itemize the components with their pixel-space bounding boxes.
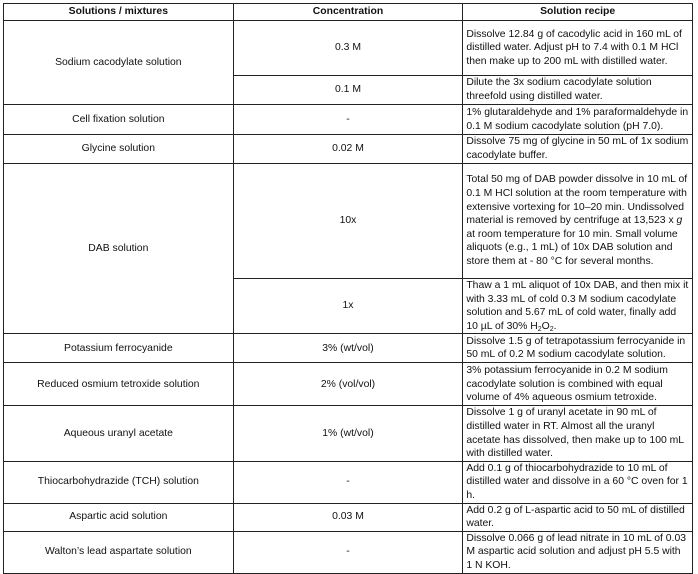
- header-recipe: Solution recipe: [463, 4, 693, 21]
- table-row: [4, 363, 693, 406]
- recipe-text: at room temperature for 10 min. Small volume aliquots (e.g., 1 mL) of 10x DAB solution and store them at - 80 °C for several months.: [466, 228, 678, 267]
- table-row: [4, 503, 693, 531]
- solution-name: Thiocarbohydrazide (TCH) solution: [4, 461, 234, 503]
- table-row: [4, 135, 693, 164]
- table-row: [4, 21, 693, 76]
- concentration-cell: 10x: [233, 164, 463, 279]
- recipe-cell: 3% potassium ferrocyanide in 0.2 M sodium cacodylate solution is combined with equal volume of 4% aqueous osmium tetroxide.: [463, 363, 693, 406]
- recipe-cell: [463, 279, 693, 334]
- recipe-cell: Dissolve 0.066 g of lead nitrate in 10 mL of 0.03 M aspartic acid solution and adjust pH 5.5 with 1 N KOH.: [463, 531, 693, 573]
- table-row: [4, 531, 693, 573]
- recipe-cell: Add 0.2 g of L-aspartic acid to 50 mL of distilled water.: [463, 503, 693, 531]
- concentration-cell: -: [233, 105, 463, 135]
- concentration-cell: 3% (wt/vol): [233, 334, 463, 363]
- subscript: 2: [537, 325, 542, 333]
- recipe-cell: 1% glutaraldehyde and 1% paraformaldehyde in 0.1 M sodium cacodylate solution (pH 7.0).: [463, 105, 693, 135]
- recipe-cell: Add 0.1 g of thiocarbohydrazide to 10 mL of distilled water and dissolve in a 60 °C oven for 1 h.: [463, 461, 693, 503]
- concentration-cell: 0.3 M: [233, 21, 463, 76]
- recipe-cell: [463, 164, 693, 279]
- recipe-cell: Dissolve 12.84 g of cacodylic acid in 160 mL of distilled water. Adjust pH to 7.4 with 0.1 M HCl then make up to 200 mL with distilled water.: [463, 21, 693, 76]
- solution-name: Cell fixation solution: [4, 105, 234, 135]
- header-row: [4, 4, 693, 21]
- recipe-cell: Dilute the 3x sodium cacodylate solution threefold using distilled water.: [463, 76, 693, 105]
- header-concentration: Concentration: [233, 4, 463, 21]
- concentration-cell: 0.03 M: [233, 503, 463, 531]
- concentration-cell: -: [233, 531, 463, 573]
- header-solution: Solutions / mixtures: [4, 4, 234, 21]
- concentration-cell: 2% (vol/vol): [233, 363, 463, 406]
- recipe-cell: Dissolve 1 g of uranyl acetate in 90 mL of distilled water in RT. Almost all the uranyl acetate has dissolved, then make up to 100 mL with distilled water.: [463, 406, 693, 461]
- table-row: [4, 164, 693, 279]
- recipe-cell: Dissolve 75 mg of glycine in 50 mL of 1x sodium cacodylate buffer.: [463, 135, 693, 164]
- concentration-cell: 0.1 M: [233, 76, 463, 105]
- concentration-cell: 0.02 M: [233, 135, 463, 164]
- solution-name: Aqueous uranyl acetate: [4, 406, 234, 461]
- table-row: [4, 406, 693, 461]
- table-row: [4, 461, 693, 503]
- solution-name: Glycine solution: [4, 135, 234, 164]
- solution-name: Sodium cacodylate solution: [4, 21, 234, 105]
- concentration-cell: 1% (wt/vol): [233, 406, 463, 461]
- concentration-cell: -: [233, 461, 463, 503]
- solution-name: DAB solution: [4, 164, 234, 334]
- solution-name: Potassium ferrocyanide: [4, 334, 234, 363]
- solution-name: Walton’s lead aspartate solution: [4, 531, 234, 573]
- recipe-italic-g: g: [676, 215, 683, 227]
- solution-recipes-table: [3, 3, 693, 574]
- solution-name: Aspartic acid solution: [4, 503, 234, 531]
- table-row: [4, 105, 693, 135]
- recipe-text: Thaw a 1 mL aliquot of 10x DAB, and then mix it with 3.33 mL of cold 0.3 M sodium cacodylate solution and 5.67 mL of cold water, finally add 10 µL of 30% H: [466, 280, 689, 332]
- subscript: 2: [549, 325, 554, 333]
- recipe-text: Total 50 mg of DAB powder dissolve in 10 mL of 0.1 M HCl solution at the room temperature with extensive vortexing for 10–20 min. Undissolved material is removed by centrifuge at 13,523 x: [466, 174, 688, 227]
- solution-name: Reduced osmium tetroxide solution: [4, 363, 234, 406]
- recipe-text: O: [541, 320, 550, 332]
- table-row: [4, 334, 693, 363]
- recipe-text: .: [553, 320, 557, 332]
- concentration-cell: 1x: [233, 279, 463, 334]
- recipe-cell: Dissolve 1.5 g of tetrapotassium ferrocyanide in 50 mL of 0.2 M sodium cacodylate solution.: [463, 334, 693, 363]
